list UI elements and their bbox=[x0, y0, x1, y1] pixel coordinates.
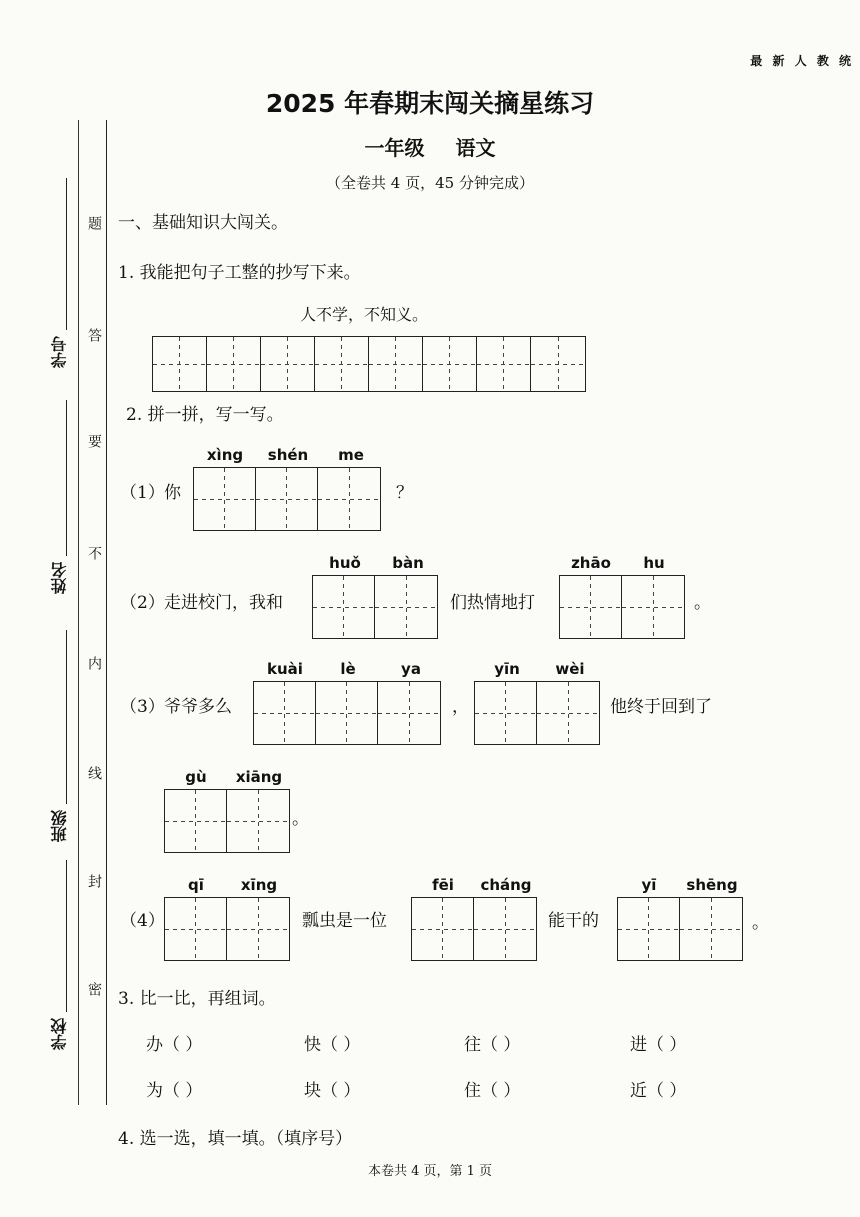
q2-4-post: 。 bbox=[752, 913, 769, 933]
pinyin: zhāo bbox=[571, 554, 611, 572]
q2-3-number: （3） bbox=[120, 697, 165, 717]
q1-label: 1. 我能把句子工整的抄写下来。 bbox=[118, 263, 361, 283]
q4-label: 4. 选一选，填一填。（填序号） bbox=[118, 1129, 353, 1149]
section-heading: 一、基础知识大闯关。 bbox=[118, 213, 288, 233]
q2-1-number: （1） bbox=[120, 483, 165, 503]
q2-4-grid-b[interactable] bbox=[411, 897, 537, 961]
seal-char: 密 bbox=[86, 982, 102, 996]
class-line[interactable] bbox=[66, 630, 67, 804]
seal-char: 封 bbox=[86, 874, 102, 888]
class-label: 班级 bbox=[50, 810, 69, 842]
pinyin: qī bbox=[188, 876, 204, 894]
school-line[interactable] bbox=[66, 860, 67, 1012]
exam-note: （全卷共 4 页，45 分钟完成） bbox=[326, 174, 534, 192]
name-line[interactable] bbox=[66, 400, 67, 556]
q2-4-mid2: 能干的 bbox=[548, 911, 599, 931]
student-id-line[interactable] bbox=[66, 178, 67, 330]
q2-2-grid-b[interactable] bbox=[559, 575, 685, 639]
q2-4-mid: 瓢虫是一位 bbox=[302, 911, 387, 931]
pinyin: lè bbox=[340, 660, 356, 678]
seal-char: 要 bbox=[86, 434, 102, 448]
compare-item[interactable]: 住（ ） bbox=[464, 1081, 521, 1101]
compare-item[interactable]: 为（ ） bbox=[146, 1081, 203, 1101]
q2-2-pre: 走进校门，我和 bbox=[164, 593, 283, 613]
pinyin: xīng bbox=[240, 876, 278, 894]
compare-item[interactable]: 块（ ） bbox=[304, 1081, 361, 1101]
q2-2-grid-a[interactable] bbox=[312, 575, 438, 639]
q2-2-mid: 们热情地打 bbox=[450, 593, 535, 613]
pinyin: xìng bbox=[206, 446, 244, 464]
q3-label: 3. 比一比，再组词。 bbox=[118, 989, 276, 1009]
seal-char: 不 bbox=[86, 546, 102, 560]
q2-4-number: （4） bbox=[120, 911, 165, 931]
q2-2-number: （2） bbox=[120, 593, 165, 613]
subtitle bbox=[0, 132, 860, 161]
name-label: 姓名 bbox=[50, 562, 69, 594]
pinyin: yīn bbox=[494, 660, 520, 678]
page-title: 2025 年春期末闯关摘星练习 bbox=[265, 89, 595, 118]
corner-label: 最 新 人 教 统 bbox=[750, 54, 854, 68]
pinyin: ya bbox=[401, 660, 421, 678]
q2-4-grid-c[interactable] bbox=[617, 897, 743, 961]
pinyin: kuài bbox=[267, 660, 303, 678]
q1-writing-grid[interactable] bbox=[152, 336, 586, 392]
binding-line bbox=[106, 120, 107, 1105]
pinyin: bàn bbox=[392, 554, 424, 572]
pinyin: fēi bbox=[432, 876, 454, 894]
compare-item[interactable]: 进（ ） bbox=[630, 1035, 687, 1055]
pinyin: cháng bbox=[480, 876, 532, 894]
pinyin: wèi bbox=[555, 660, 585, 678]
pinyin: shēng bbox=[686, 876, 738, 894]
pinyin: hu bbox=[643, 554, 665, 572]
binding-line-inner bbox=[78, 120, 79, 1105]
grade: 一年级 bbox=[364, 136, 425, 160]
page-footer: 本卷共 4 页，第 1 页 bbox=[367, 1164, 493, 1179]
q2-1-grid[interactable] bbox=[193, 467, 381, 531]
seal-char: 答 bbox=[86, 328, 102, 342]
seal-char: 内 bbox=[86, 656, 102, 670]
compare-item[interactable]: 往（ ） bbox=[464, 1035, 521, 1055]
q2-2-post: 。 bbox=[694, 593, 711, 613]
school-label: 学校 bbox=[50, 1018, 69, 1050]
pinyin: shén bbox=[267, 446, 309, 464]
q2-1-post: ？ bbox=[396, 483, 413, 503]
student-id-label: 学号 bbox=[50, 336, 69, 368]
q2-3-pre: 爷爷多么 bbox=[164, 697, 232, 717]
q2-3-grid-c[interactable] bbox=[164, 789, 290, 853]
q2-4-grid-a[interactable] bbox=[164, 897, 290, 961]
pinyin: yī bbox=[641, 876, 657, 894]
pinyin: huǒ bbox=[329, 554, 361, 572]
q2-3-grid-a[interactable] bbox=[253, 681, 441, 745]
pinyin: gù bbox=[185, 768, 207, 786]
pinyin: me bbox=[338, 446, 364, 464]
q2-3-post2: 。 bbox=[292, 809, 309, 829]
seal-char: 线 bbox=[86, 766, 102, 780]
q2-1-pre: 你 bbox=[164, 483, 181, 503]
compare-item[interactable]: 近（ ） bbox=[630, 1081, 687, 1101]
subject: 语文 bbox=[455, 136, 496, 160]
pinyin: xiāng bbox=[235, 768, 283, 786]
compare-item[interactable]: 办（ ） bbox=[146, 1035, 203, 1055]
q2-label: 2. 拼一拼，写一写。 bbox=[126, 405, 284, 425]
q2-3-grid-b[interactable] bbox=[474, 681, 600, 745]
seal-char: 题 bbox=[86, 216, 102, 230]
q1-sentence: 人不学，不知义。 bbox=[300, 305, 429, 324]
q2-3-mid: ， bbox=[452, 697, 469, 717]
compare-item[interactable]: 快（ ） bbox=[304, 1035, 361, 1055]
q2-3-post: 他终于回到了 bbox=[610, 697, 712, 717]
